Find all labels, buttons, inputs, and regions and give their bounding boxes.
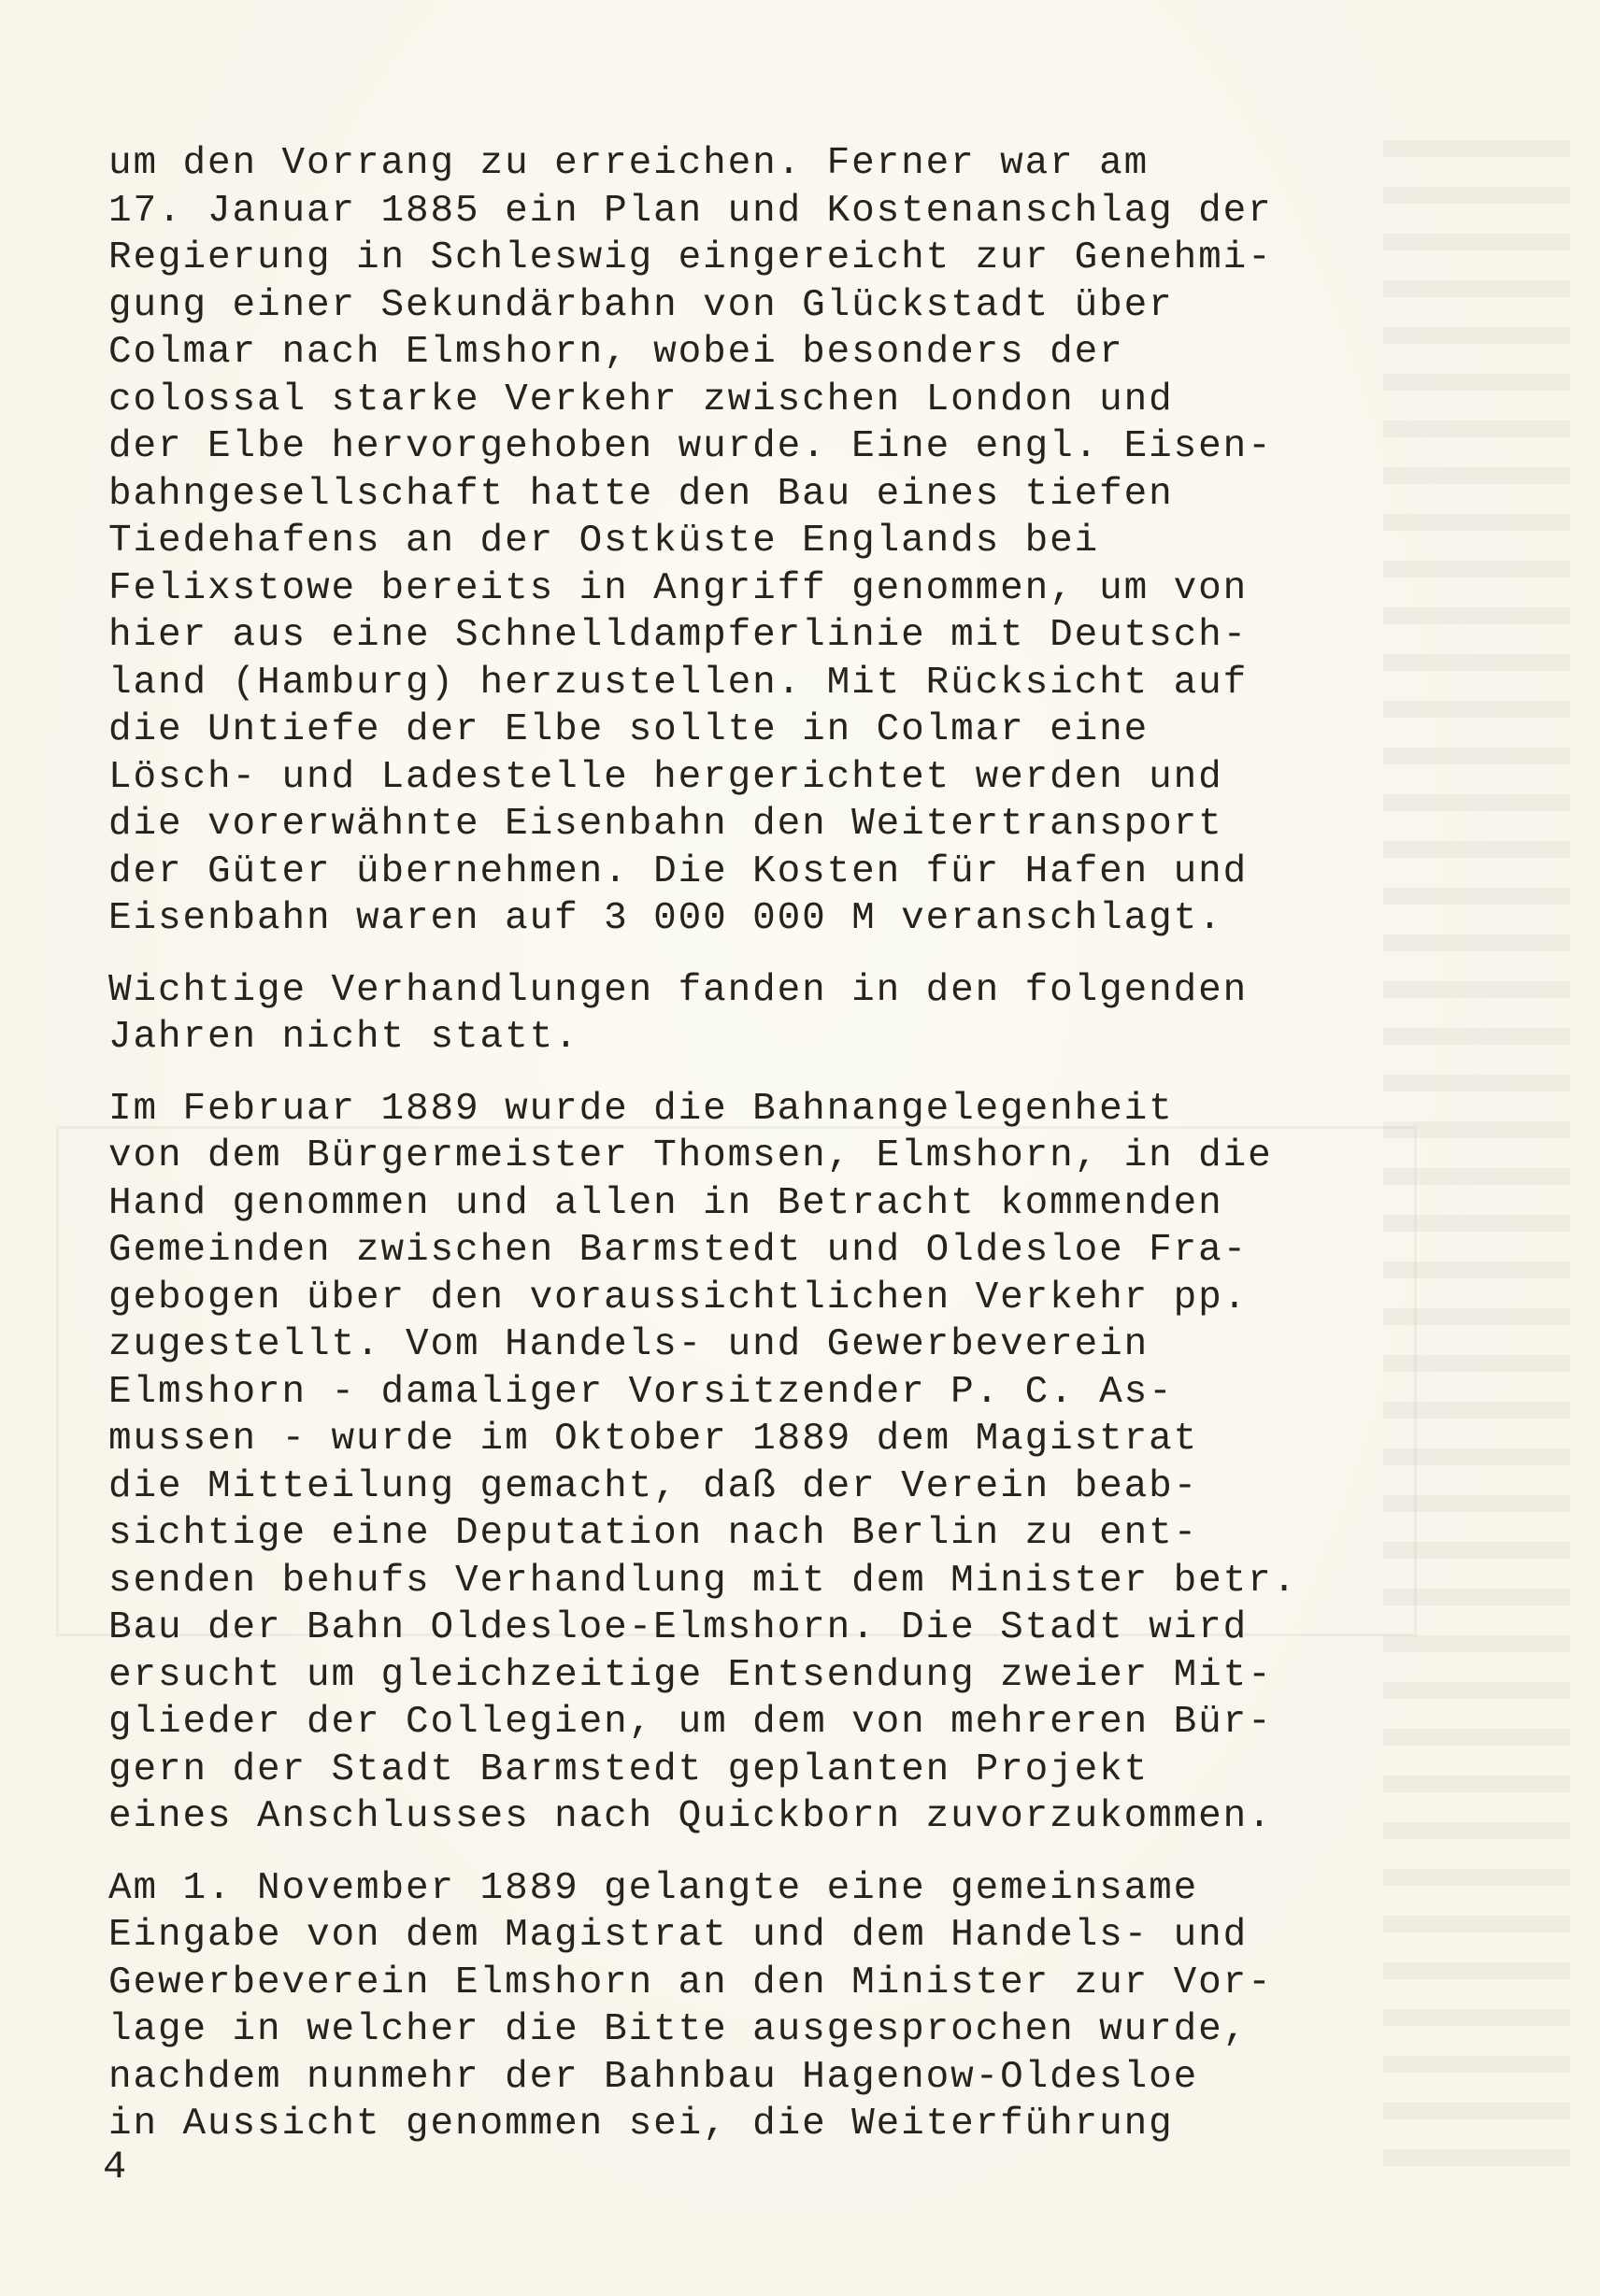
text-line: Gewerbeverein Elmshorn an den Minister zur Vor- [108, 1961, 1273, 2004]
text-line: Elmshorn - damaliger Vorsitzender P. C. As- [108, 1370, 1174, 1414]
text-line: in Aussicht genommen sei, die Weiterführung [108, 2103, 1174, 2146]
text-line: um den Vorrang zu erreichen. Ferner war am [108, 142, 1150, 185]
text-line: gebogen über den voraussichtlichen Verkehr pp. [108, 1276, 1249, 1319]
body-text [108, 140, 1510, 2173]
text-line: die Untiefe der Elbe sollte in Colmar eine [108, 708, 1150, 751]
text-line: land (Hamburg) herzustellen. Mit Rücksicht auf [108, 661, 1249, 705]
text-line: Gemeinden zwischen Barmstedt und Oldesloe Fra- [108, 1229, 1249, 1272]
text-line: Am 1. November 1889 gelangte eine gemeinsame [108, 1866, 1199, 1910]
paragraph-4 [108, 1865, 1510, 2148]
text-line: eines Anschlusses nach Quickborn zuvorzukommen. [108, 1795, 1273, 1838]
text-line: sichtige eine Deputation nach Berlin zu ent- [108, 1512, 1199, 1555]
text-line: Colmar nach Elmshorn, wobei besonders der [108, 331, 1124, 374]
text-line: Lösch- und Ladestelle hergerichtet werden und [108, 755, 1223, 799]
text-line: Bau der Bahn Oldesloe-Elmshorn. Die Stadt wird [108, 1606, 1249, 1649]
text-line: Hand genommen und allen in Betracht kommenden [108, 1181, 1223, 1225]
text-line: gern der Stadt Barmstedt geplanten Projekt [108, 1747, 1150, 1791]
text-line: colossal starke Verkehr zwischen London und [108, 378, 1174, 421]
page-number: 4 [103, 2145, 128, 2189]
paragraph-2 [108, 967, 1510, 1062]
text-line: 17. Januar 1885 ein Plan und Kostenanschlag der [108, 189, 1273, 233]
text-line: Im Februar 1889 wurde die Bahnangelegenheit [108, 1087, 1174, 1131]
paragraph-3 [108, 1086, 1510, 1841]
text-line: Jahren nicht statt. [108, 1016, 579, 1059]
text-line: lage in welcher die Bitte ausgesprochen wurde, [108, 2008, 1249, 2051]
text-line: mussen - wurde im Oktober 1889 dem Magistrat [108, 1418, 1199, 1461]
text-line: bahngesellschaft hatte den Bau eines tiefen [108, 472, 1174, 516]
text-line: die Mitteilung gemacht, daß der Verein beab- [108, 1464, 1199, 1508]
text-line: Felixstowe bereits in Angriff genommen, um von [108, 566, 1249, 610]
text-line: der Elbe hervorgehoben wurde. Eine engl. Eisen- [108, 425, 1273, 468]
text-line: Wichtige Verhandlungen fanden in den folgenden [108, 968, 1249, 1012]
text-line: nachdem nunmehr der Bahnbau Hagenow-Oldesloe [108, 2055, 1199, 2099]
text-line: der Güter übernehmen. Die Kosten für Hafen und [108, 849, 1249, 893]
text-line: Eisenbahn waren auf 3 000 000 M veranschlagt. [108, 897, 1223, 940]
text-line: Regierung in Schleswig eingereicht zur Genehmi- [108, 236, 1273, 279]
text-line: hier aus eine Schnelldampferlinie mit Deutsch- [108, 614, 1249, 657]
text-line: Eingabe von dem Magistrat und dem Handels- und [108, 1914, 1249, 1957]
text-line: zugestellt. Vom Handels- und Gewerbeverein [108, 1323, 1150, 1366]
text-line: gung einer Sekundärbahn von Glückstadt über [108, 283, 1174, 327]
text-line: senden behufs Verhandlung mit dem Minister betr. [108, 1559, 1298, 1603]
text-line: Tiedehafens an der Ostküste Englands bei [108, 520, 1100, 563]
paragraph-1 [108, 140, 1510, 943]
text-line: von dem Bürgermeister Thomsen, Elmshorn, in die [108, 1134, 1273, 1177]
text-line: ersucht um gleichzeitige Entsendung zweier Mit- [108, 1653, 1273, 1697]
text-line: glieder der Collegien, um dem von mehreren Bür- [108, 1701, 1273, 1744]
text-line: die vorerwähnte Eisenbahn den Weitertransport [108, 803, 1223, 846]
